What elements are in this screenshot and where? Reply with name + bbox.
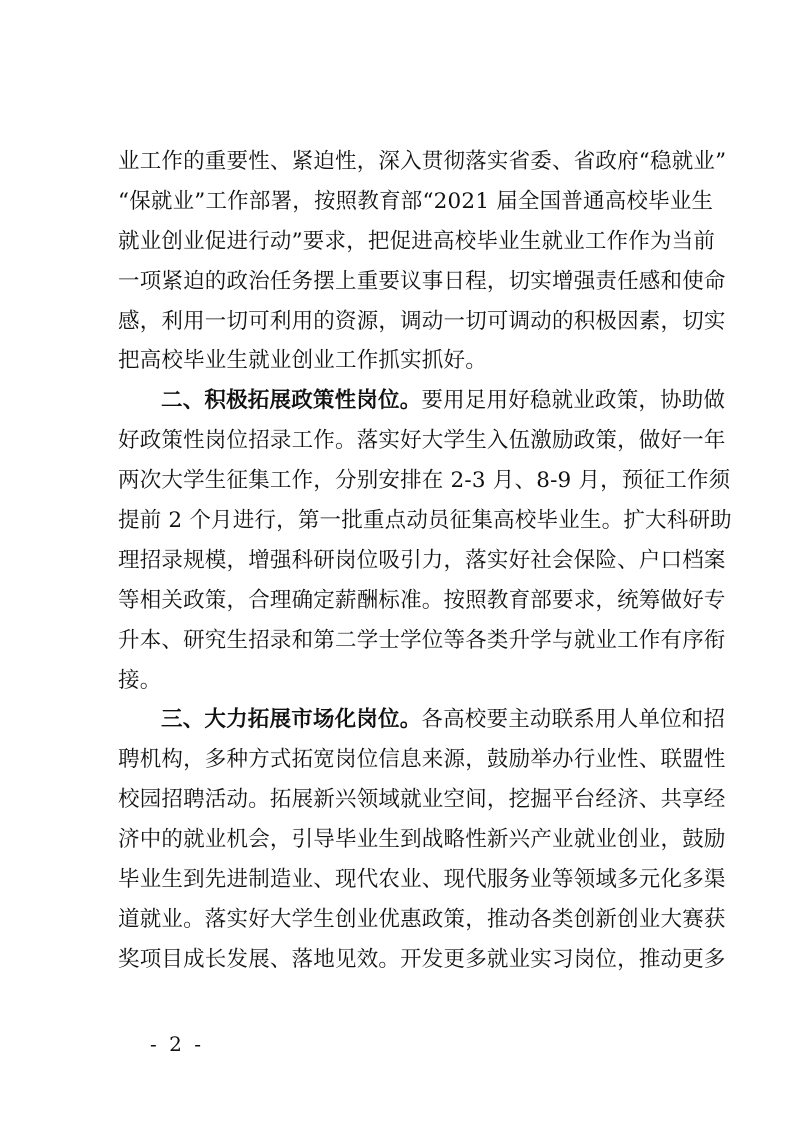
text-line: 理招录规模，增强科研岗位吸引力，落实好社会保险、户口档案: [118, 547, 726, 573]
section-3-first-line: [118, 700, 726, 740]
text-line: “保就业”工作部署，按照教育部“2021 届全国普通高校毕业生: [118, 188, 714, 214]
text-line: 等相关政策，合理确定薪酬标准。按照教育部要求，统筹做好专: [118, 587, 726, 613]
text-line: 感，利用一切可利用的资源，调动一切可调动的积极因素，切实: [118, 308, 726, 334]
text-line: 两次大学生征集工作，分别安排在 2-3 月、8-9 月，预征工作须: [118, 468, 731, 494]
text-line: 升本、研究生招录和第二学士学位等各类升学与就业工作有序衔: [118, 627, 726, 653]
text-line: 把高校毕业生就业创业工作抓实抓好。: [118, 348, 487, 374]
section-2-paragraph: [118, 381, 732, 700]
section-3-heading: 三、大力拓展市场化岗位。: [161, 707, 422, 733]
text-line: 奖项目成长发展、落地见效。开发更多就业实习岗位，推动更多: [118, 946, 726, 972]
section-2-heading: 二、积极拓展政策性岗位。: [161, 388, 422, 414]
section-2-first-line-text: 要用足用好稳就业政策，协助做: [421, 388, 726, 414]
section-3-first-line-text: 各高校要主动联系用人单位和招: [421, 707, 726, 733]
text-line: 一项紧迫的政治任务摆上重要议事日程，切实增强责任感和使命: [118, 268, 726, 294]
text-line: 接。: [118, 667, 162, 693]
text-line: 就业创业促进行动”要求，把促进高校毕业生就业工作作为当前: [118, 228, 716, 254]
text-line: 校园招聘活动。拓展新兴领域就业空间，挖掘平台经济、共享经: [118, 787, 726, 813]
section-2-first-line: [118, 381, 726, 421]
text-line: 提前 2 个月进行，第一批重点动员征集高校毕业生。扩大科研助: [118, 508, 732, 534]
page-number: - 2 -: [150, 1032, 204, 1056]
text-line: 济中的就业机会，引导毕业生到战略性新兴产业就业创业，鼓励: [118, 827, 726, 853]
text-line: 毕业生到先进制造业、现代农业、现代服务业等领域多元化多渠: [118, 867, 726, 893]
document-body: [118, 142, 732, 980]
text-line: 聘机构，多种方式拓宽岗位信息来源，鼓励举办行业性、联盟性: [118, 747, 726, 773]
text-line: 道就业。落实好大学生创业优惠政策，推动各类创新创业大赛获: [118, 906, 726, 932]
section-3-paragraph: [118, 700, 726, 979]
text-line: 好政策性岗位招录工作。落实好大学生入伍激励政策，做好一年: [118, 428, 726, 454]
paragraph-1: [118, 142, 727, 381]
text-line: 业工作的重要性、紧迫性，深入贯彻落实省委、省政府“稳就业”: [118, 149, 727, 174]
